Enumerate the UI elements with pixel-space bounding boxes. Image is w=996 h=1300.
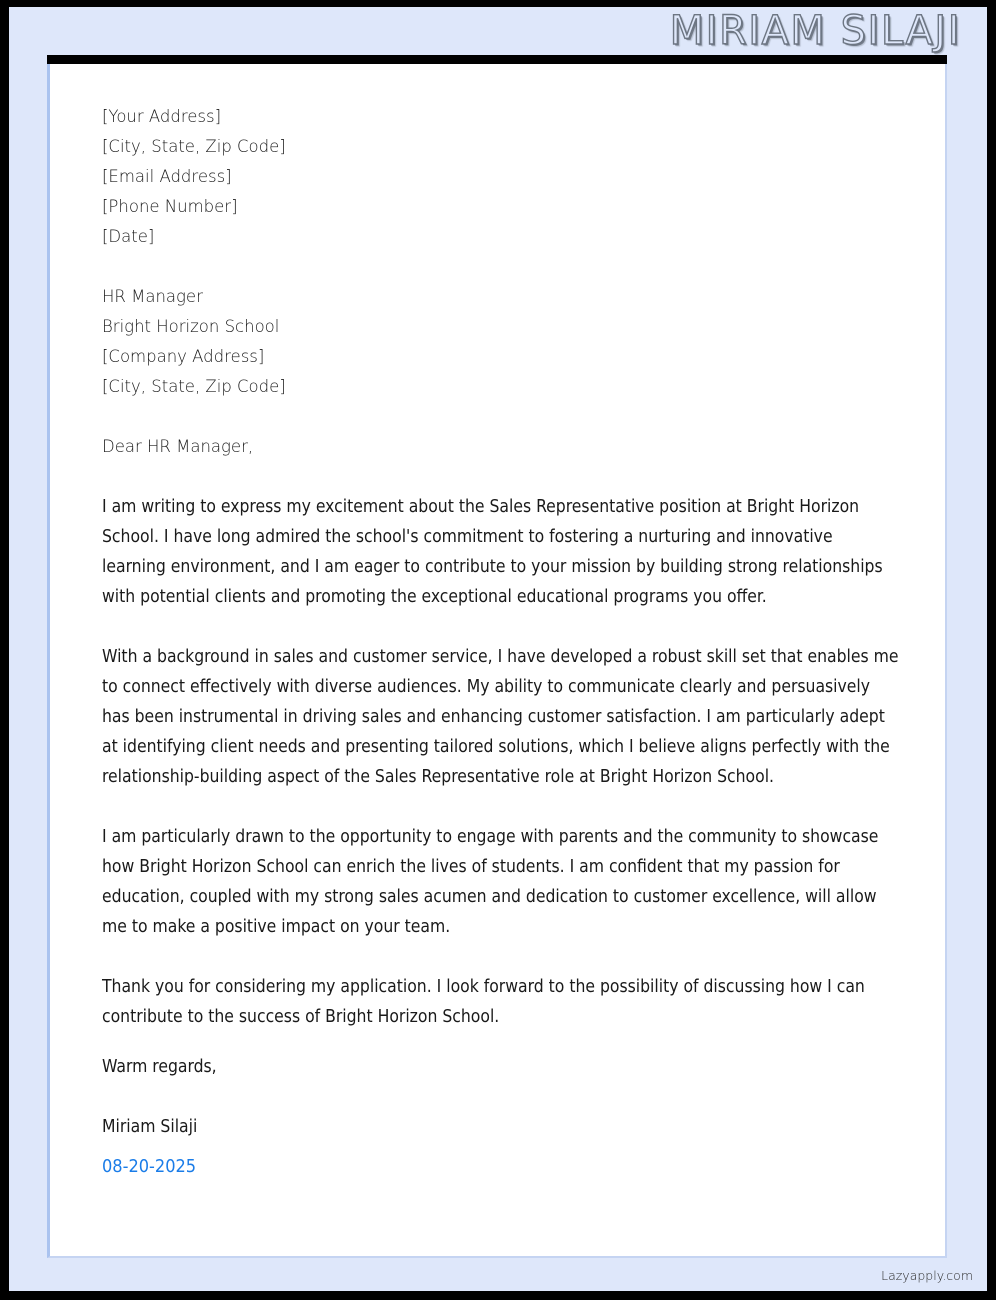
document-page: [9, 7, 987, 1291]
sender-address-line: [Email Address]: [102, 167, 232, 186]
letter-body: [102, 492, 899, 1032]
letter-content-panel: [47, 64, 947, 1258]
recipient-address-line: Bright Horizon School: [102, 317, 280, 336]
letterhead-name: MIRIAM SILAJI: [669, 8, 961, 54]
sender-address-line: [Your Address]: [102, 107, 222, 126]
body-paragraph: I am writing to express my excitement about the Sales Representative position at Bright Horizon School. I have long admired the school's commitment to fostering a nurturing and innovative learning environment, and I am eager to contribute to your mission by building strong relationships with potential clients and promoting the exceptional educational programs you offer.: [102, 497, 883, 607]
footer-watermark: Lazyapply.com: [881, 1268, 973, 1283]
recipient-address-line: [City, State, Zip Code]: [102, 377, 286, 396]
closing-signoff: Warm regards,: [102, 1057, 217, 1077]
sender-address-block: [102, 102, 899, 252]
body-paragraph: I am particularly drawn to the opportunity to engage with parents and the community to showcase how Bright Horizon School can enrich the lives of students. I am confident that my passion for education, coupled with my strong sales acumen and dedication to customer excellence, will allow me to make a positive impact on your team.: [102, 827, 879, 937]
signature-name: Miriam Silaji: [102, 1117, 198, 1137]
body-paragraph: Thank you for considering my application. I look forward to the possibility of discussing how I can contribute to the success of Bright Horizon School.: [102, 977, 865, 1027]
salutation: Dear HR Manager,: [102, 437, 254, 456]
signature-date: 08-20-2025: [102, 1156, 197, 1177]
sender-address-line: [City, State, Zip Code]: [102, 137, 286, 156]
spacer: [102, 252, 899, 282]
sender-address-line: [Phone Number]: [102, 197, 238, 216]
letterhead: [9, 7, 987, 55]
recipient-address-line: HR Manager: [102, 287, 203, 306]
recipient-address-line: [Company Address]: [102, 347, 265, 366]
body-paragraph: With a background in sales and customer service, I have developed a robust skill set that enables me to connect effectively with diverse audiences. My ability to communicate clearly and persuasively has been instrumental in driving sales and enhancing customer satisfaction. I am particularly adept at identifying client needs and presenting tailored solutions, which I believe aligns perfectly with the relationship-building aspect of the Sales Representative role at Bright Horizon School.: [102, 647, 899, 787]
header-divider-rule: [47, 55, 947, 64]
sender-address-line: [Date]: [102, 227, 155, 246]
recipient-address-block: [102, 282, 899, 402]
